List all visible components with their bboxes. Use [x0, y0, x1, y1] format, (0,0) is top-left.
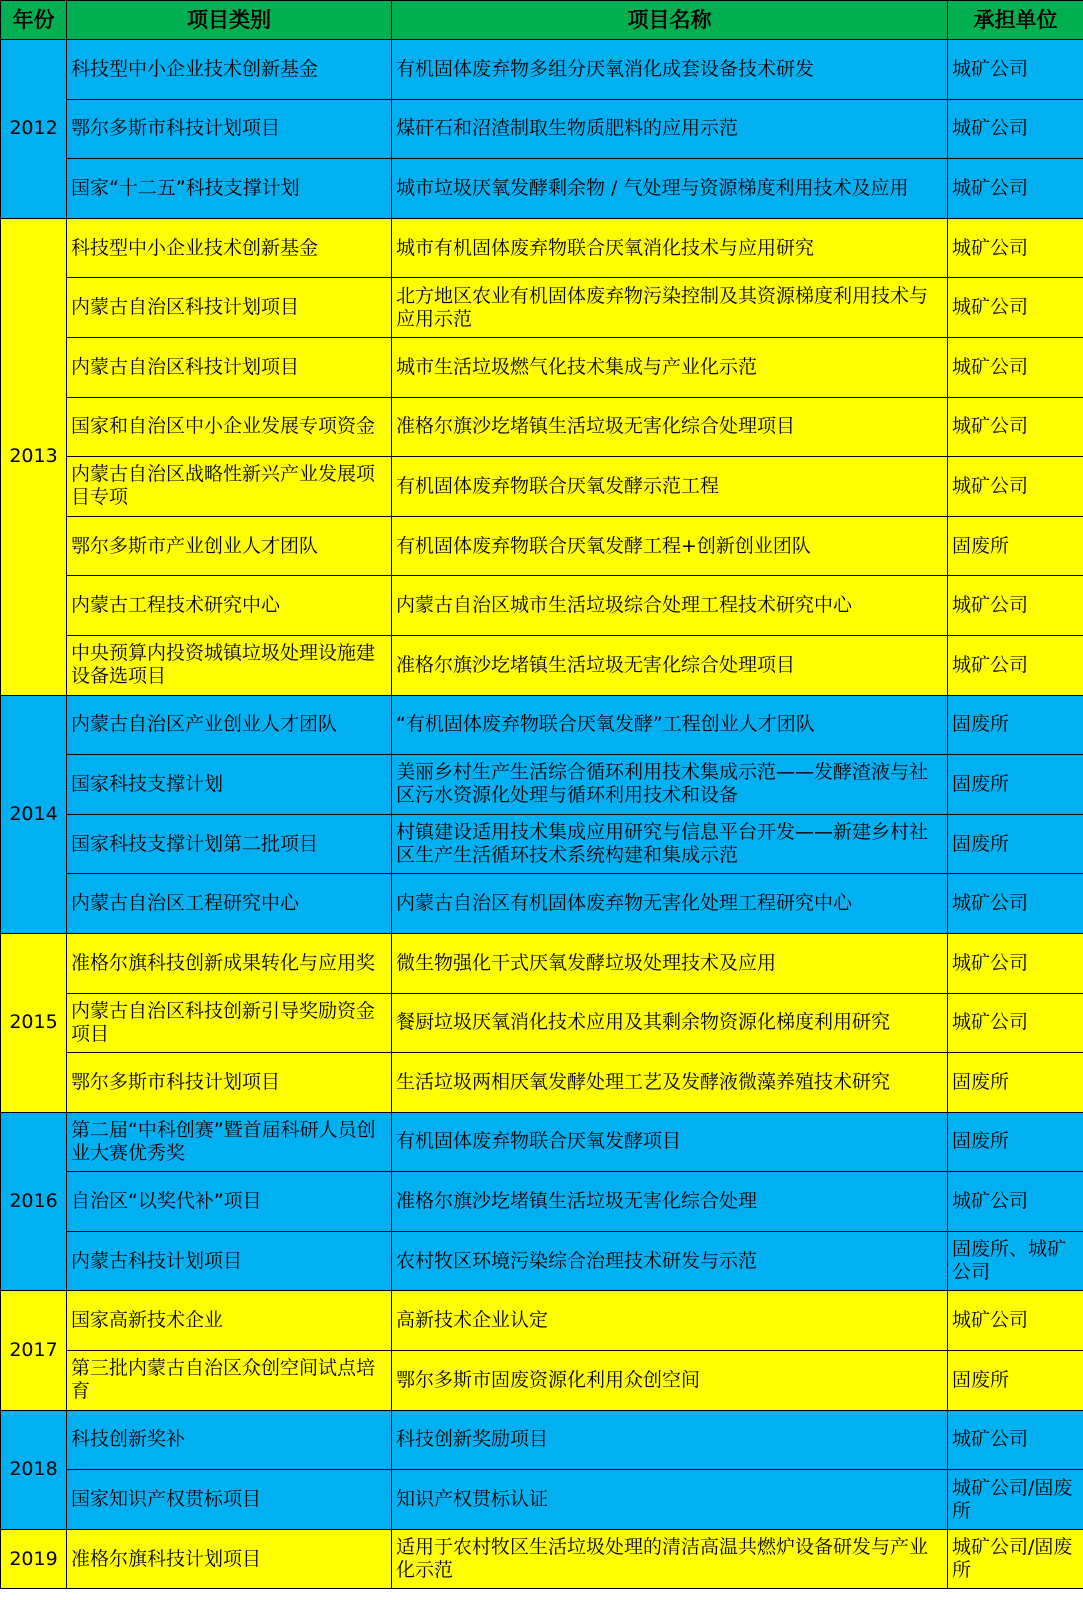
table-row [1, 874, 1083, 934]
unit-cell: 城矿公司 [948, 993, 1083, 1053]
table-row [1, 516, 1083, 576]
category-cell: 内蒙古自治区科技计划项目 [67, 337, 392, 397]
table-row [1, 576, 1083, 636]
unit-cell: 城矿公司/固废所 [948, 1529, 1083, 1589]
category-cell: 国家高新技术企业 [67, 1291, 392, 1351]
category-cell: 准格尔旗科技创新成果转化与应用奖 [67, 933, 392, 993]
category-cell: 第三批内蒙古自治区众创空间试点培育 [67, 1351, 392, 1411]
unit-cell: 城矿公司 [948, 218, 1083, 278]
category-cell: 科技型中小企业技术创新基金 [67, 218, 392, 278]
table-row [1, 1470, 1083, 1530]
unit-cell: 固废所 [948, 516, 1083, 576]
unit-cell: 城矿公司/固废所 [948, 1470, 1083, 1530]
name-cell: 城市有机固体废弃物联合厌氧消化技术与应用研究 [392, 218, 948, 278]
header-name: 项目名称 [392, 1, 948, 40]
name-cell: 农村牧区环境污染综合治理技术研发与示范 [392, 1231, 948, 1291]
year-cell: 2012 [1, 40, 67, 219]
unit-cell: 固废所 [948, 1053, 1083, 1113]
name-cell: 餐厨垃圾厌氧消化技术应用及其剩余物资源化梯度利用研究 [392, 993, 948, 1053]
name-cell: 内蒙古自治区有机固体废弃物无害化处理工程研究中心 [392, 874, 948, 934]
table-row [1, 1231, 1083, 1291]
category-cell: 国家科技支撑计划第二批项目 [67, 814, 392, 874]
table-row [1, 695, 1083, 755]
name-cell: 村镇建设适用技术集成应用研究与信息平台开发——新建乡村社区生产生活循环技术系统构建和集成示范 [392, 814, 948, 874]
unit-cell: 固废所、城矿公司 [948, 1231, 1083, 1291]
name-cell: 准格尔旗沙圪堵镇生活垃圾无害化综合处理项目 [392, 635, 948, 695]
year-cell: 2016 [1, 1112, 67, 1291]
category-cell: 国家和自治区中小企业发展专项资金 [67, 397, 392, 457]
year-cell: 2015 [1, 933, 67, 1112]
unit-cell: 固废所 [948, 814, 1083, 874]
table-row [1, 993, 1083, 1053]
name-cell: 城市生活垃圾燃气化技术集成与产业化示范 [392, 337, 948, 397]
table-row [1, 1529, 1083, 1589]
table-row [1, 755, 1083, 815]
table-row [1, 278, 1083, 338]
table-row [1, 1053, 1083, 1113]
name-cell: 科技创新奖励项目 [392, 1410, 948, 1470]
category-cell: 第二届“中科创赛”暨首届科研人员创业大赛优秀奖 [67, 1112, 392, 1172]
name-cell: 有机固体废弃物联合厌氧发酵工程+创新创业团队 [392, 516, 948, 576]
table-row [1, 1112, 1083, 1172]
name-cell: 内蒙古自治区城市生活垃圾综合处理工程技术研究中心 [392, 576, 948, 636]
unit-cell: 城矿公司 [948, 1291, 1083, 1351]
table-row [1, 933, 1083, 993]
unit-cell: 城矿公司 [948, 576, 1083, 636]
table-header-row [1, 1, 1083, 40]
category-cell: 准格尔旗科技计划项目 [67, 1529, 392, 1589]
category-cell: 内蒙古自治区战略性新兴产业发展项目专项 [67, 457, 392, 517]
header-year: 年份 [1, 1, 67, 40]
category-cell: 国家科技支撑计划 [67, 755, 392, 815]
unit-cell: 城矿公司 [948, 874, 1083, 934]
table-row [1, 635, 1083, 695]
name-cell: 有机固体废弃物联合厌氧发酵项目 [392, 1112, 948, 1172]
table-row [1, 218, 1083, 278]
name-cell: 生活垃圾两相厌氧发酵处理工艺及发酵液微藻养殖技术研究 [392, 1053, 948, 1113]
category-cell: 科技创新奖补 [67, 1410, 392, 1470]
category-cell: 内蒙古自治区科技创新引导奖励资金项目 [67, 993, 392, 1053]
unit-cell: 固废所 [948, 1351, 1083, 1411]
name-cell: “有机固体废弃物联合厌氧发酵”工程创业人才团队 [392, 695, 948, 755]
year-cell: 2014 [1, 695, 67, 933]
table-row [1, 1351, 1083, 1411]
name-cell: 有机固体废弃物联合厌氧发酵示范工程 [392, 457, 948, 517]
table-row [1, 397, 1083, 457]
unit-cell: 城矿公司 [948, 1172, 1083, 1232]
name-cell: 城市垃圾厌氧发酵剩余物 / 气处理与资源梯度利用技术及应用 [392, 159, 948, 219]
category-cell: 鄂尔多斯市产业创业人才团队 [67, 516, 392, 576]
category-cell: 内蒙古科技计划项目 [67, 1231, 392, 1291]
unit-cell: 城矿公司 [948, 457, 1083, 517]
name-cell: 美丽乡村生产生活综合循环利用技术集成示范——发酵渣液与社区污水资源化处理与循环利用技术和设备 [392, 755, 948, 815]
table-row [1, 1410, 1083, 1470]
name-cell: 煤矸石和沼渣制取生物质肥料的应用示范 [392, 99, 948, 159]
unit-cell: 城矿公司 [948, 40, 1083, 100]
unit-cell: 城矿公司 [948, 278, 1083, 338]
name-cell: 微生物强化干式厌氧发酵垃圾处理技术及应用 [392, 933, 948, 993]
name-cell: 有机固体废弃物多组分厌氧消化成套设备技术研发 [392, 40, 948, 100]
name-cell: 北方地区农业有机固体废弃物污染控制及其资源梯度利用技术与应用示范 [392, 278, 948, 338]
category-cell: 内蒙古自治区产业创业人才团队 [67, 695, 392, 755]
header-category: 项目类别 [67, 1, 392, 40]
category-cell: 内蒙古自治区科技计划项目 [67, 278, 392, 338]
name-cell: 准格尔旗沙圪堵镇生活垃圾无害化综合处理 [392, 1172, 948, 1232]
unit-cell: 城矿公司 [948, 99, 1083, 159]
category-cell: 内蒙古自治区工程研究中心 [67, 874, 392, 934]
table-row [1, 99, 1083, 159]
name-cell: 高新技术企业认定 [392, 1291, 948, 1351]
unit-cell: 城矿公司 [948, 1410, 1083, 1470]
table-row [1, 40, 1083, 100]
header-unit: 承担单位 [948, 1, 1083, 40]
category-cell: 自治区“以奖代补”项目 [67, 1172, 392, 1232]
unit-cell: 城矿公司 [948, 933, 1083, 993]
category-cell: 中央预算内投资城镇垃圾处理设施建设备选项目 [67, 635, 392, 695]
name-cell: 适用于农村牧区生活垃圾处理的清洁高温共燃炉设备研发与产业化示范 [392, 1529, 948, 1589]
category-cell: 国家“十二五”科技支撑计划 [67, 159, 392, 219]
year-cell: 2017 [1, 1291, 67, 1410]
name-cell: 鄂尔多斯市固废资源化利用众创空间 [392, 1351, 948, 1411]
year-cell: 2018 [1, 1410, 67, 1529]
category-cell: 鄂尔多斯市科技计划项目 [67, 99, 392, 159]
unit-cell: 固废所 [948, 695, 1083, 755]
unit-cell: 城矿公司 [948, 635, 1083, 695]
year-cell: 2019 [1, 1529, 67, 1589]
table-row [1, 159, 1083, 219]
name-cell: 知识产权贯标认证 [392, 1470, 948, 1530]
category-cell: 鄂尔多斯市科技计划项目 [67, 1053, 392, 1113]
unit-cell: 城矿公司 [948, 397, 1083, 457]
table-row [1, 337, 1083, 397]
unit-cell: 固废所 [948, 755, 1083, 815]
table-row [1, 457, 1083, 517]
year-cell: 2013 [1, 218, 67, 695]
category-cell: 国家知识产权贯标项目 [67, 1470, 392, 1530]
category-cell: 科技型中小企业技术创新基金 [67, 40, 392, 100]
unit-cell: 固废所 [948, 1112, 1083, 1172]
table-body [1, 40, 1083, 1589]
category-cell: 内蒙古工程技术研究中心 [67, 576, 392, 636]
name-cell: 准格尔旗沙圪堵镇生活垃圾无害化综合处理项目 [392, 397, 948, 457]
table-row [1, 814, 1083, 874]
table-row [1, 1172, 1083, 1232]
unit-cell: 城矿公司 [948, 159, 1083, 219]
unit-cell: 城矿公司 [948, 337, 1083, 397]
table-row [1, 1291, 1083, 1351]
